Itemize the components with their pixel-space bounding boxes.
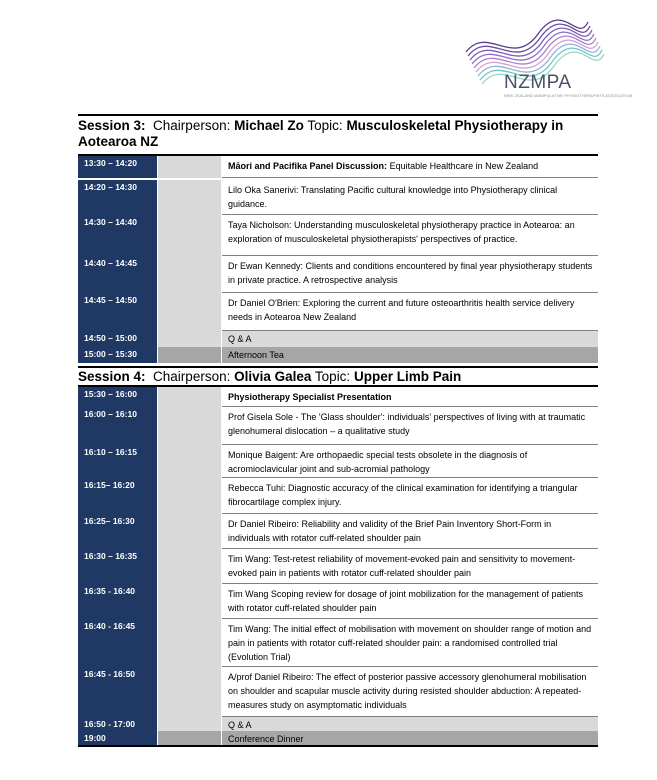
schedule-description-text: Monique Baigent: Are orthopaedic special tests obsolete in the diagnosis of acromioclavicular joint and sub-acromial pathology — [228, 450, 528, 474]
schedule-description-text: Equitable Healthcare in New Zealand — [387, 161, 539, 171]
schedule-description-text: A/prof Daniel Ribeiro: The effect of posterior passive accessory glenohumeral mobilisation on shoulder and scapular muscle activity during resisted shoulder abduction: A repeated-measures study on asymptomatic individuals — [228, 672, 587, 710]
schedule-time: 19:00 — [78, 731, 157, 745]
schedule-spacer — [158, 256, 221, 293]
session-4-topic: Upper Limb Pain — [353, 369, 462, 384]
schedule-row — [78, 347, 598, 363]
schedule-spacer — [158, 514, 221, 549]
session-4-label: Session 4: — [78, 369, 146, 384]
schedule-time: 16:45 - 16:50 — [78, 667, 157, 717]
session-3-chair-label: Chairperson: — [153, 118, 231, 133]
schedule-spacer — [158, 549, 221, 584]
schedule-time: 14:30 – 14:40 — [78, 215, 157, 256]
schedule-description — [222, 478, 598, 514]
schedule-row — [78, 549, 598, 584]
schedule-spacer — [158, 407, 221, 445]
schedule-description — [222, 717, 598, 731]
schedule-time: 16:30 – 16:35 — [78, 549, 157, 584]
schedule-description — [222, 347, 598, 363]
table-end-rule — [78, 745, 598, 747]
schedule-spacer — [158, 215, 221, 256]
schedule-time: 16:15– 16:20 — [78, 478, 157, 514]
logo-wordmark: NZMPA — [504, 72, 572, 93]
schedule-description-text: Q & A — [228, 720, 252, 730]
schedule-time: 15:00 – 15:30 — [78, 347, 157, 363]
schedule-spacer — [158, 619, 221, 667]
schedule-row — [78, 293, 598, 331]
schedule-spacer — [158, 180, 221, 215]
schedule-spacer — [158, 347, 221, 363]
schedule-row — [78, 387, 598, 407]
schedule-description — [222, 514, 598, 549]
session-4-top-rule — [78, 366, 598, 368]
schedule-spacer — [158, 731, 221, 745]
schedule-time: 15:30 – 16:00 — [78, 387, 157, 407]
schedule-spacer — [158, 387, 221, 407]
schedule-time: 16:10 – 16:15 — [78, 445, 157, 478]
schedule-description-text: Tim Wang: The initial effect of mobilisation with movement on shoulder range of motion and pain in patients with rotator cuff-related shoulder pain: a randomised controlled trial (Evolution Trial) — [228, 624, 592, 662]
session-4-chair: Olivia Galea — [234, 369, 312, 384]
schedule-description — [222, 619, 598, 667]
schedule-description — [222, 387, 598, 407]
schedule-description — [222, 256, 598, 293]
session-4-topic-label: Topic: — [314, 369, 351, 384]
schedule-spacer — [158, 156, 221, 178]
schedule-time: 14:20 – 14:30 — [78, 180, 157, 215]
schedule-row — [78, 619, 598, 667]
schedule-description-text: Dr Ewan Kennedy: Clients and conditions encountered by final year physiotherapy students in private practice. A retrospective analysis — [228, 261, 593, 285]
schedule-row — [78, 407, 598, 445]
schedule-row — [78, 256, 598, 293]
schedule-spacer — [158, 293, 221, 331]
schedule-time: 14:45 – 14:50 — [78, 293, 157, 331]
session-3-top-rule — [78, 114, 598, 116]
schedule-row — [78, 215, 598, 256]
session-3-label: Session 3: — [78, 118, 146, 133]
schedule-description-text: Rebecca Tuhi: Diagnostic accuracy of the clinical examination for identifying a triangular fibrocartilage complex injury. — [228, 483, 578, 507]
schedule-spacer — [158, 478, 221, 514]
schedule-description-text: Afternoon Tea — [228, 350, 284, 360]
schedule-spacer — [158, 445, 221, 478]
session-4-header — [78, 369, 598, 385]
schedule-description-text: Tim Wang Scoping review for dosage of joint mobilization for the management of patients with rotator cuff-related shoulder pain — [228, 589, 584, 613]
schedule-time: 16:00 – 16:10 — [78, 407, 157, 445]
schedule-row — [78, 180, 598, 215]
session-3-chair: Michael Zo — [234, 118, 304, 133]
schedule-description — [222, 407, 598, 445]
schedule-row — [78, 717, 598, 731]
schedule-description — [222, 180, 598, 215]
schedule-description-text: Q & A — [228, 334, 252, 344]
session-3-topic: Musculoskeletal Physiotherapy in Aotearoa NZ — [78, 118, 564, 149]
schedule-description-text: Taya Nicholson: Understanding musculoskeletal physiotherapy practice in Aotearoa: an exploration of musculoskeletal physiotherapists' perspectives of practice. — [228, 220, 575, 244]
schedule-row — [78, 731, 598, 745]
schedule-row — [78, 478, 598, 514]
schedule-spacer — [158, 667, 221, 717]
session-3-header — [78, 118, 598, 150]
schedule-description-text: Tim Wang: Test-retest reliability of movement-evoked pain and sensitivity to movement-evoked pain in patients with rotator cuff-related shoulder pain — [228, 554, 576, 578]
schedule-description-text: Lilo Oka Sanerivi: Translating Pacific cultural knowledge into Physiotherapy clinical guidance. — [228, 185, 558, 209]
schedule-spacer — [158, 717, 221, 731]
schedule-description — [222, 331, 598, 347]
schedule-time: 16:40 - 16:45 — [78, 619, 157, 667]
schedule-row — [78, 445, 598, 478]
schedule-description — [222, 667, 598, 717]
schedule-description — [222, 549, 598, 584]
schedule-description — [222, 731, 598, 745]
schedule-spacer — [158, 331, 221, 347]
schedule-time: 14:40 – 14:45 — [78, 256, 157, 293]
schedule-description-bold: Physiotherapy Specialist Presentation — [228, 392, 392, 402]
schedule-description — [222, 584, 598, 619]
schedule-description — [222, 293, 598, 331]
schedule-description-text: Dr Daniel Ribeiro: Reliability and validity of the Brief Pain Inventory Short-Form in individuals with rotator cuff-related shoulder pain — [228, 519, 552, 543]
schedule-description-text: Conference Dinner — [228, 734, 304, 744]
schedule-time: 16:35 - 16:40 — [78, 584, 157, 619]
schedule-description — [222, 215, 598, 256]
schedule-row — [78, 584, 598, 619]
schedule-row — [78, 667, 598, 717]
schedule-description — [222, 156, 598, 178]
schedule-description-text: Dr Daniel O'Brien: Exploring the current and future osteoarthritis health service delivery needs in Aotearoa New Zealand — [228, 298, 575, 322]
schedule-spacer — [158, 584, 221, 619]
schedule-time: 16:25– 16:30 — [78, 514, 157, 549]
logo-subtitle: NEW ZEALAND MANIPULATIVE PHYSIOTHERAPISTS ASSOCIATION — [504, 93, 633, 98]
schedule-description-text: Prof Gisela Sole - The 'Glass shoulder': individuals' perspectives of living with at traumatic glenohumeral dislocation – a qualitative study — [228, 412, 586, 436]
session-4-chair-label: Chairperson: — [153, 369, 231, 384]
schedule-description — [222, 445, 598, 478]
schedule-row — [78, 331, 598, 347]
schedule-row — [78, 156, 598, 178]
schedule-time: 13:30 – 14:20 — [78, 156, 157, 178]
schedule-time: 16:50 - 17:00 — [78, 717, 157, 731]
schedule-time: 14:50 – 15:00 — [78, 331, 157, 347]
schedule-row — [78, 514, 598, 549]
schedule-description-bold: Māori and Pacifika Panel Discussion: — [228, 161, 388, 171]
session-3-topic-label: Topic: — [307, 118, 343, 133]
